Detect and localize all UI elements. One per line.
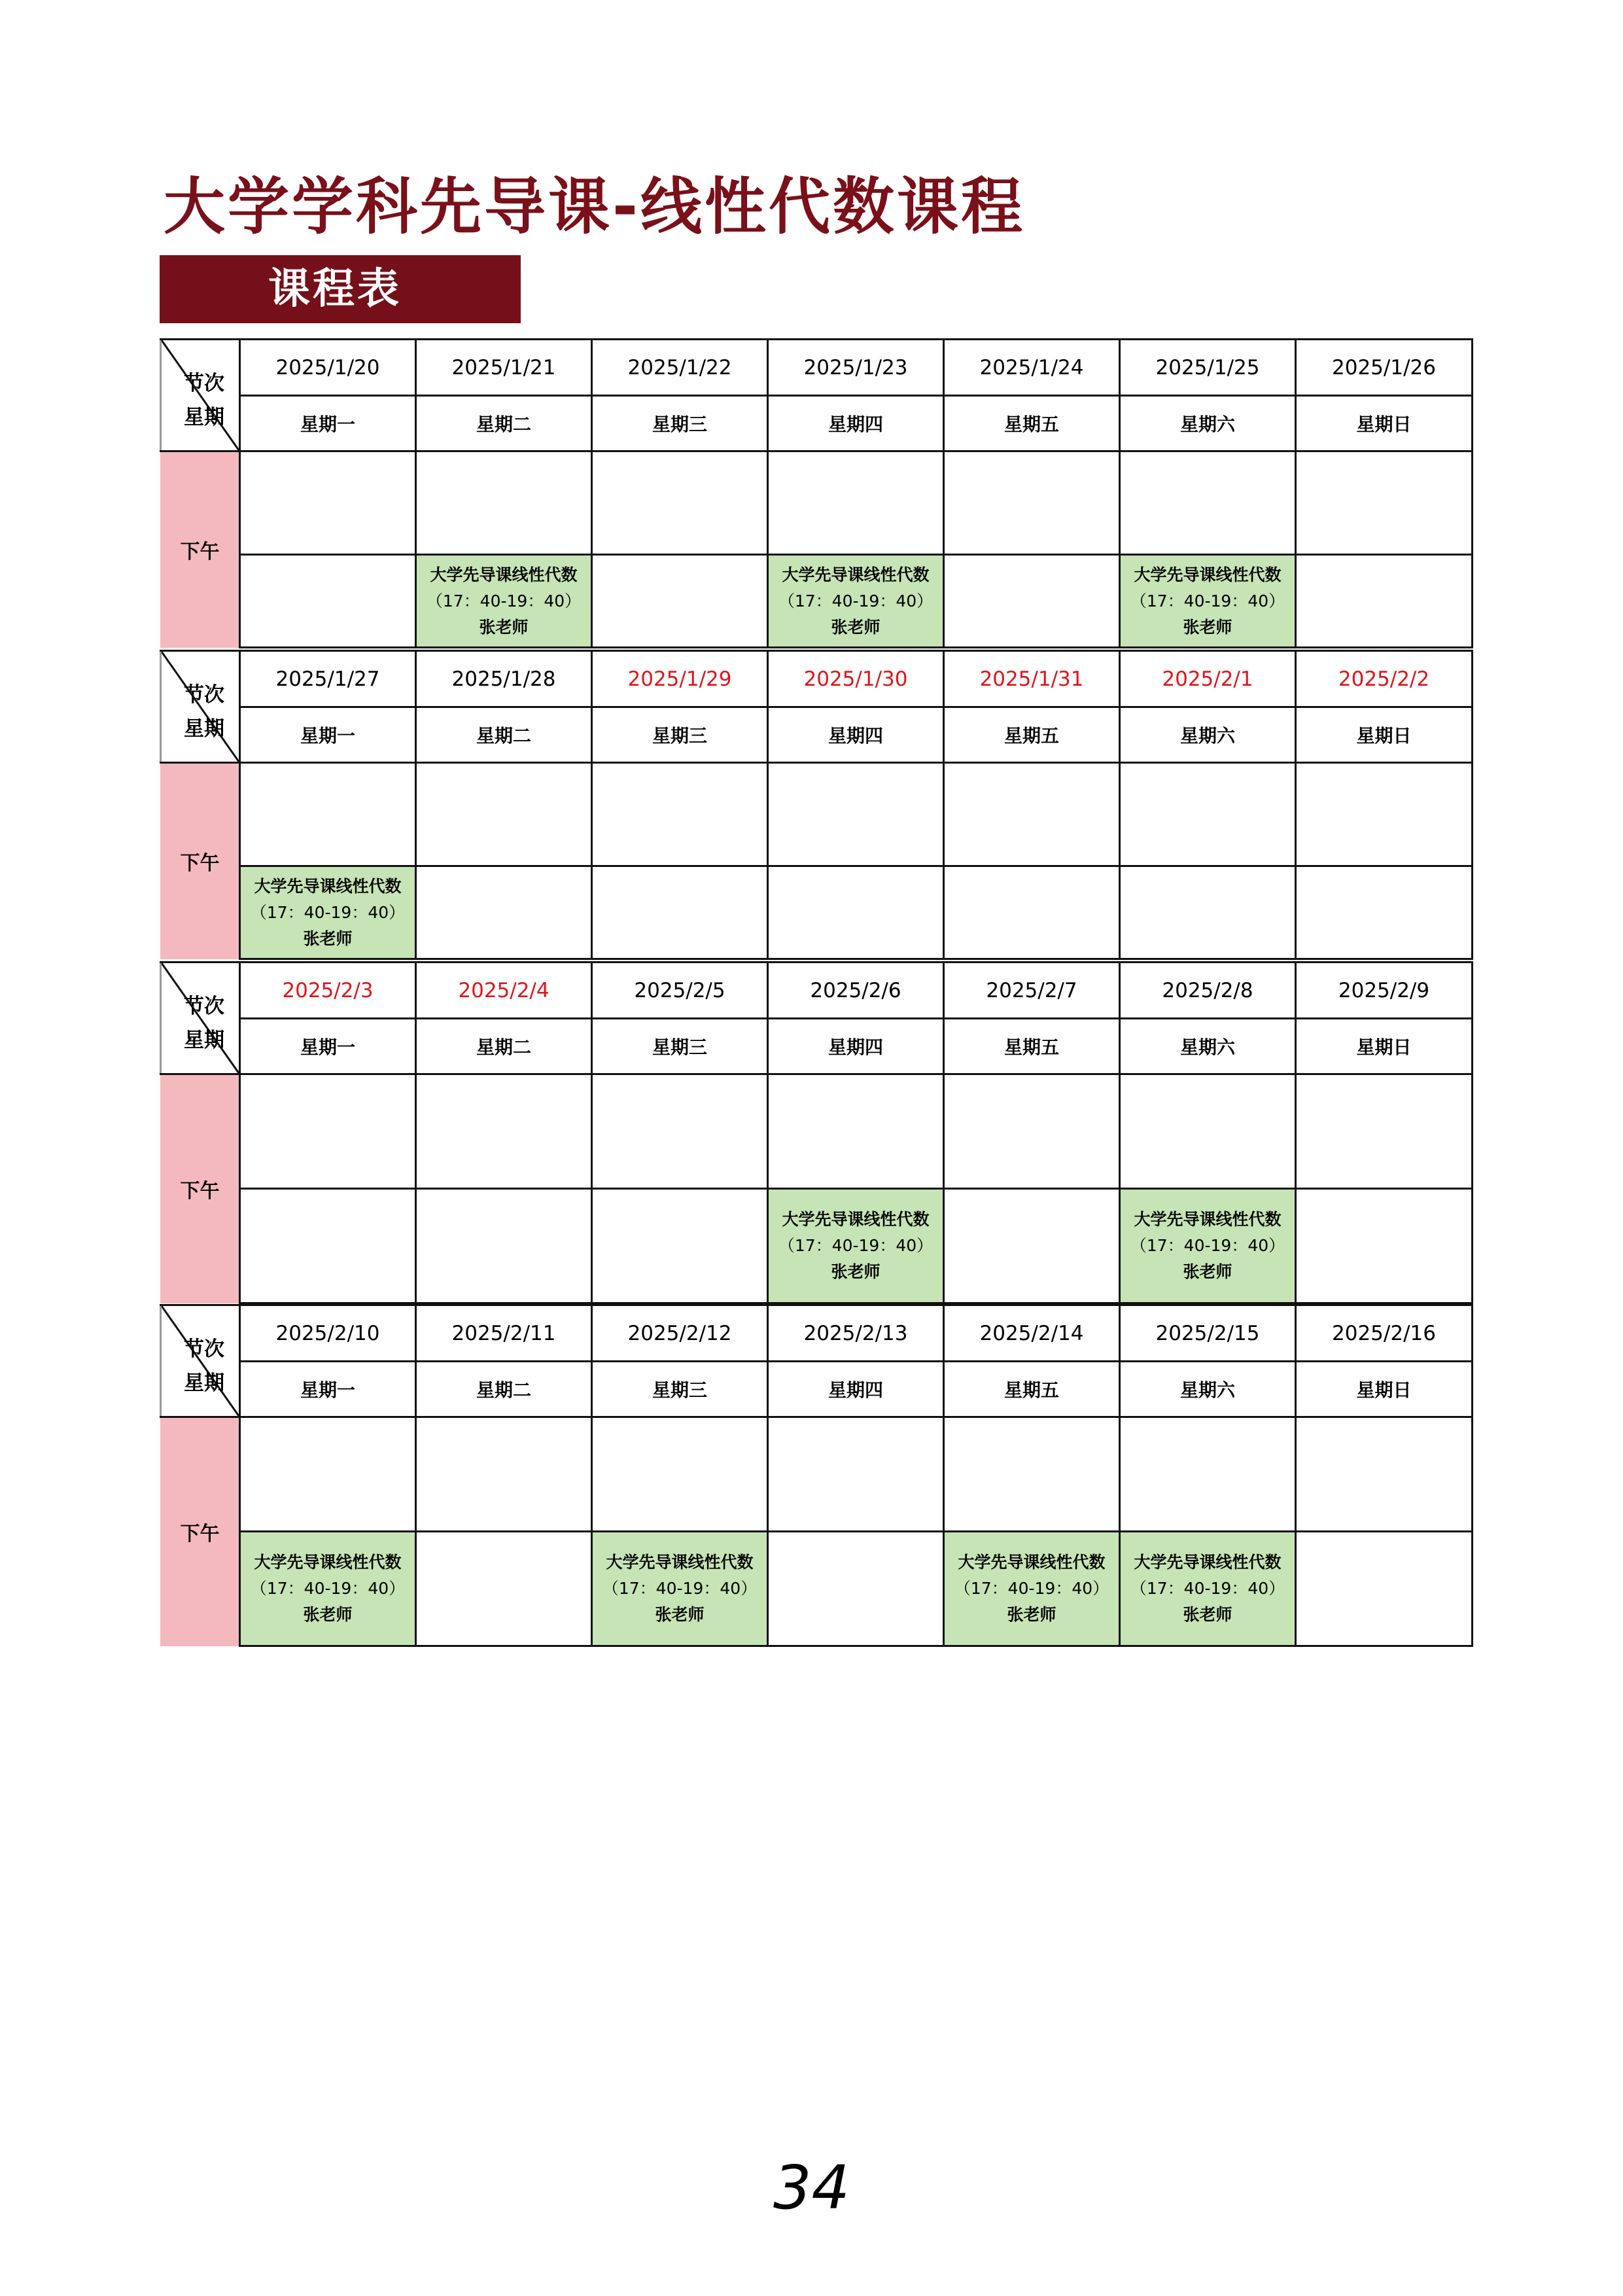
slot-cell: [416, 1189, 592, 1303]
slot-cell: [768, 1417, 944, 1532]
course-name: 大学先导课线性代数: [606, 1553, 754, 1572]
date-cell: 2025/2/15: [1120, 1305, 1296, 1362]
slot-cell: [944, 451, 1120, 555]
course-cell: [1120, 1532, 1296, 1646]
weekday-cell: 星期日: [1296, 396, 1473, 451]
slot-cell: [592, 555, 768, 648]
slot-cell: [240, 763, 416, 866]
corner-top-label: 节次: [184, 372, 224, 395]
course-time: （17：40-19：40）: [954, 1579, 1109, 1598]
date-cell: 2025/2/1: [1120, 651, 1296, 707]
course-teacher: 张老师: [831, 617, 881, 637]
date-cell: 2025/2/10: [240, 1305, 416, 1362]
course-teacher: 张老师: [1183, 617, 1232, 637]
slot-cell: [592, 763, 768, 866]
weekday-cell: 星期五: [944, 1019, 1120, 1074]
corner-header: [161, 651, 240, 763]
slot-cell: [416, 866, 592, 959]
weekday-cell: 星期六: [1120, 1362, 1296, 1417]
course-name: 大学先导课线性代数: [254, 1553, 402, 1572]
slot-cell: [768, 451, 944, 555]
course-cell: [768, 1189, 944, 1303]
course-cell: [240, 1532, 416, 1646]
weekday-cell: 星期四: [768, 396, 944, 451]
date-cell: 2025/1/29: [592, 651, 768, 707]
weekday-cell: 星期二: [416, 1362, 592, 1417]
course-time: （17：40-19：40）: [602, 1579, 758, 1598]
course-name: 大学先导课线性代数: [1134, 1210, 1282, 1229]
weekday-cell: 星期日: [1296, 707, 1473, 763]
course-name: 大学先导课线性代数: [254, 876, 402, 896]
course-time: （17：40-19：40）: [250, 1579, 406, 1598]
weekday-cell: 星期一: [240, 1362, 416, 1417]
course-teacher: 张老师: [655, 1605, 705, 1624]
page-title: 大学学科先导课-线性代数课程: [164, 171, 1026, 243]
date-cell: 2025/1/21: [416, 340, 592, 396]
date-cell: 2025/2/13: [768, 1305, 944, 1362]
slot-cell: [240, 1189, 416, 1303]
slot-cell: [1296, 451, 1473, 555]
corner-header: [161, 1305, 240, 1417]
weekday-cell: 星期一: [240, 396, 416, 451]
corner-header: [161, 340, 240, 451]
slot-cell: [592, 1417, 768, 1532]
corner-top-label: 节次: [184, 995, 224, 1018]
period-label: 下午: [161, 763, 240, 959]
date-cell: 2025/2/7: [944, 963, 1120, 1019]
course-time: （17：40-19：40）: [1130, 1579, 1285, 1598]
corner-bottom-label: 星期: [184, 1029, 224, 1052]
slot-cell: [240, 1074, 416, 1189]
course-cell: [240, 866, 416, 959]
slot-cell: [416, 1532, 592, 1646]
slot-cell: [768, 1074, 944, 1189]
slot-cell: [768, 1532, 944, 1646]
course-teacher: 张老师: [303, 928, 353, 948]
weekday-cell: 星期三: [592, 1019, 768, 1074]
date-cell: 2025/2/16: [1296, 1305, 1473, 1362]
slot-cell: [1296, 1532, 1473, 1646]
date-cell: 2025/1/26: [1296, 340, 1473, 396]
weekday-cell: 星期六: [1120, 396, 1296, 451]
slot-cell: [416, 763, 592, 866]
corner-bottom-label: 星期: [184, 717, 224, 741]
weekday-cell: 星期四: [768, 1019, 944, 1074]
slot-cell: [240, 555, 416, 648]
week-table: [160, 961, 1473, 1304]
course-name: 大学先导课线性代数: [1134, 565, 1282, 584]
course-time: （17：40-19：40）: [426, 591, 582, 610]
slot-cell: [240, 451, 416, 555]
date-cell: 2025/2/3: [240, 963, 416, 1019]
date-cell: 2025/2/6: [768, 963, 944, 1019]
course-name: 大学先导课线性代数: [782, 1210, 930, 1229]
course-teacher: 张老师: [303, 1605, 353, 1624]
course-time: （17：40-19：40）: [1130, 1236, 1285, 1255]
page-number: 34: [773, 2153, 850, 2223]
course-name: 大学先导课线性代数: [958, 1553, 1106, 1572]
date-cell: 2025/1/22: [592, 340, 768, 396]
date-cell: 2025/1/30: [768, 651, 944, 707]
date-cell: 2025/1/31: [944, 651, 1120, 707]
period-label: 下午: [161, 451, 240, 648]
slot-cell: [1120, 1074, 1296, 1189]
weekday-cell: 星期二: [416, 396, 592, 451]
slot-cell: [768, 763, 944, 866]
date-cell: 2025/2/4: [416, 963, 592, 1019]
slot-cell: [944, 555, 1120, 648]
slot-cell: [416, 1074, 592, 1189]
weekday-cell: 星期四: [768, 1362, 944, 1417]
slot-cell: [1296, 1074, 1473, 1189]
slot-cell: [1120, 763, 1296, 866]
slot-cell: [592, 451, 768, 555]
course-teacher: 张老师: [1183, 1605, 1232, 1624]
course-name: 大学先导课线性代数: [1134, 1553, 1282, 1572]
period-label: 下午: [161, 1074, 240, 1303]
date-cell: 2025/2/2: [1296, 651, 1473, 707]
date-cell: 2025/1/20: [240, 340, 416, 396]
date-cell: 2025/2/14: [944, 1305, 1120, 1362]
period-label: 下午: [161, 1417, 240, 1646]
week-table: [160, 650, 1473, 960]
slot-cell: [944, 1074, 1120, 1189]
week-table: [160, 338, 1473, 648]
weekday-cell: 星期一: [240, 707, 416, 763]
weekday-cell: 星期日: [1296, 1019, 1473, 1074]
course-cell: [768, 555, 944, 648]
date-cell: 2025/1/23: [768, 340, 944, 396]
weekday-cell: 星期五: [944, 396, 1120, 451]
date-cell: 2025/1/28: [416, 651, 592, 707]
course-time: （17：40-19：40）: [778, 1236, 934, 1255]
date-cell: 2025/1/27: [240, 651, 416, 707]
date-cell: 2025/2/5: [592, 963, 768, 1019]
slot-cell: [768, 866, 944, 959]
weekday-cell: 星期五: [944, 707, 1120, 763]
weekday-cell: 星期六: [1120, 1019, 1296, 1074]
slot-cell: [944, 763, 1120, 866]
slot-cell: [1296, 555, 1473, 648]
weekday-cell: 星期四: [768, 707, 944, 763]
weekday-cell: 星期二: [416, 1019, 592, 1074]
course-time: （17：40-19：40）: [778, 591, 934, 610]
weekday-cell: 星期五: [944, 1362, 1120, 1417]
course-cell: [592, 1532, 768, 1646]
date-cell: 2025/2/8: [1120, 963, 1296, 1019]
weekday-cell: 星期日: [1296, 1362, 1473, 1417]
slot-cell: [944, 1189, 1120, 1303]
slot-cell: [592, 1074, 768, 1189]
weekday-cell: 星期三: [592, 707, 768, 763]
course-teacher: 张老师: [831, 1262, 881, 1281]
corner-bottom-label: 星期: [184, 406, 224, 429]
slot-cell: [944, 1417, 1120, 1532]
date-cell: 2025/2/11: [416, 1305, 592, 1362]
date-cell: 2025/1/24: [944, 340, 1120, 396]
weekday-cell: 星期六: [1120, 707, 1296, 763]
course-time: （17：40-19：40）: [250, 902, 406, 922]
slot-cell: [416, 451, 592, 555]
week-table: [160, 1304, 1473, 1647]
course-time: （17：40-19：40）: [1130, 591, 1285, 610]
slot-cell: [592, 1189, 768, 1303]
date-cell: 2025/2/12: [592, 1305, 768, 1362]
date-cell: 2025/2/9: [1296, 963, 1473, 1019]
slot-cell: [1120, 866, 1296, 959]
course-teacher: 张老师: [1183, 1262, 1232, 1281]
slot-cell: [1296, 1417, 1473, 1532]
weekday-cell: 星期三: [592, 396, 768, 451]
weekday-cell: 星期三: [592, 1362, 768, 1417]
slot-cell: [1120, 1417, 1296, 1532]
course-cell: [416, 555, 592, 648]
weekday-cell: 星期一: [240, 1019, 416, 1074]
corner-bottom-label: 星期: [184, 1371, 224, 1395]
course-teacher: 张老师: [1007, 1605, 1056, 1624]
corner-header: [161, 963, 240, 1074]
course-cell: [1120, 555, 1296, 648]
date-cell: 2025/1/25: [1120, 340, 1296, 396]
course-cell: [1120, 1189, 1296, 1303]
slot-cell: [1296, 763, 1473, 866]
weekday-cell: 星期二: [416, 707, 592, 763]
course-cell: [944, 1532, 1120, 1646]
slot-cell: [592, 866, 768, 959]
section-label: 课程表: [160, 255, 521, 323]
slot-cell: [416, 1417, 592, 1532]
course-teacher: 张老师: [479, 617, 529, 637]
slot-cell: [944, 866, 1120, 959]
course-name: 大学先导课线性代数: [782, 565, 930, 584]
course-name: 大学先导课线性代数: [430, 565, 578, 584]
corner-top-label: 节次: [184, 683, 224, 707]
slot-cell: [1296, 866, 1473, 959]
slot-cell: [1120, 451, 1296, 555]
slot-cell: [1296, 1189, 1473, 1303]
slot-cell: [240, 1417, 416, 1532]
corner-top-label: 节次: [184, 1337, 224, 1361]
